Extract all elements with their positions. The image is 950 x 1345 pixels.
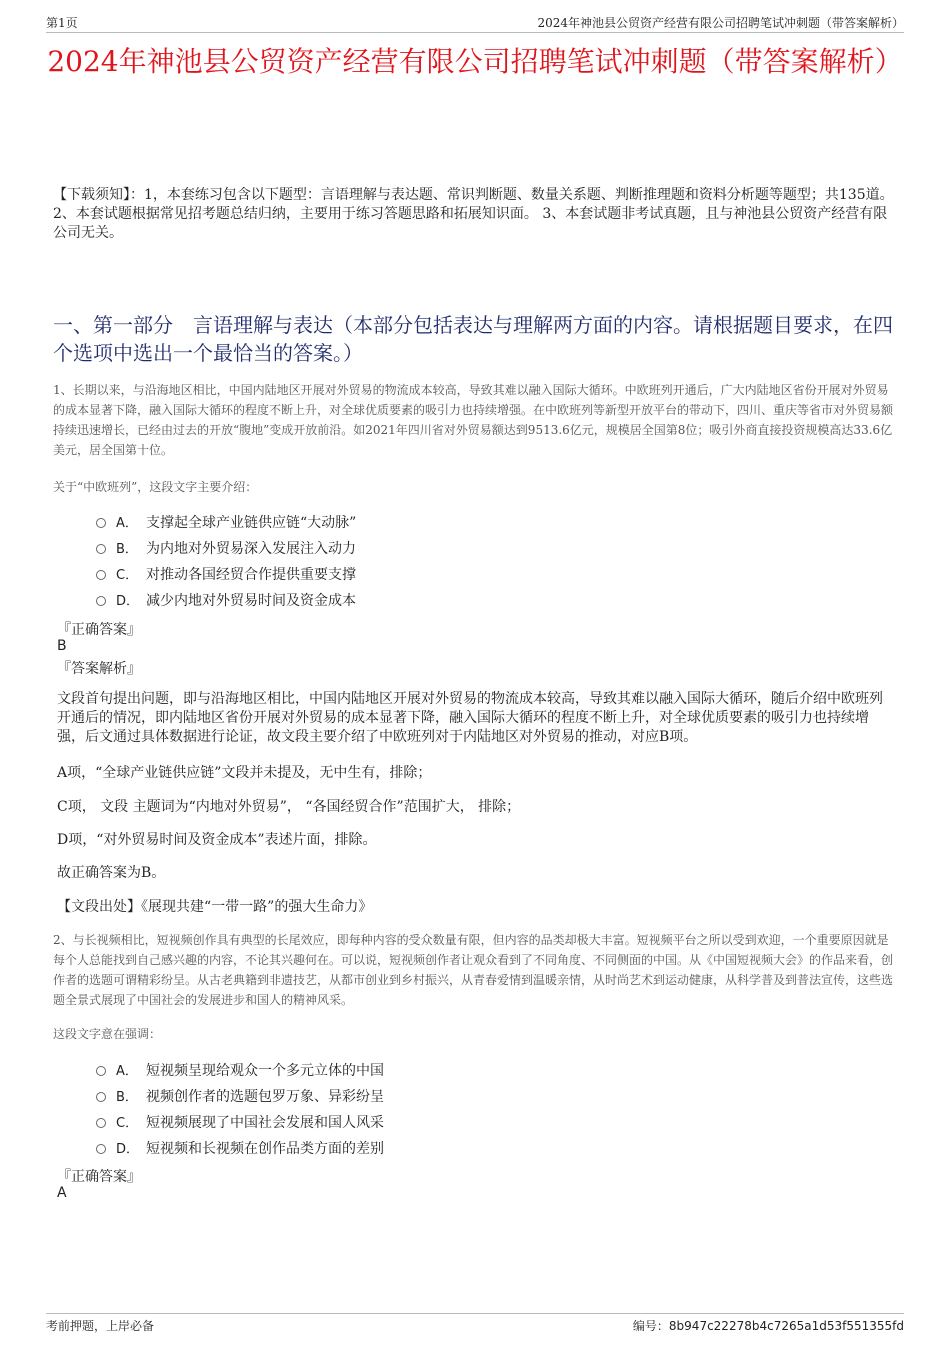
option-letter: A． [116,516,138,531]
q2-option-a[interactable] [96,1060,384,1080]
option-letter: D． [116,1142,140,1157]
option-letter: C． [116,568,139,583]
page-header [46,14,904,33]
option-text: 短视频展现了中国社会发展和国人风采 [146,1115,384,1131]
question-1-text: 1、长期以来，与沿海地区相比，中国内陆地区开展对外贸易的物流成本较高，导致其难以融入国际大循环。中欧班列开通后，广大内陆地区省份开展对外贸易的成本显著下降，融入国际大循环的程度不断上升，对全球优质要素的吸引力也持续增强。在中欧班列等新型开放平台的带动下，四川、重庆等省市对外贸易额持续迅速增长，已经由过去的开放“腹地”变成开放前沿。如2021年四川省对外贸易额达到9513.6亿元，规模居全国第8位；吸引外商直接投资规模高达33.6亿美元，居全国第十位。 [53,383,894,457]
radio-icon[interactable] [96,1066,106,1076]
option-letter: D． [116,594,140,609]
page-footer [46,1313,904,1332]
radio-icon[interactable] [96,1144,106,1154]
radio-icon[interactable] [96,596,106,606]
q1-analysis-d: D项，“对外贸易时间及资金成本”表述片面，排除。 [57,832,377,848]
option-text: 支撑起全球产业链供应链“大动脉” [146,515,357,531]
footer-code-label: 编号： [632,1319,669,1333]
question-2-prompt: 这段文字意在强调： [53,1027,162,1041]
option-letter: B． [116,1090,138,1105]
q1-analysis-a: A项，“全球产业链供应链”文段并未提及，无中生有，排除； [57,765,432,781]
radio-icon[interactable] [96,544,106,554]
page-number: 第1页 [46,16,78,30]
q1-analysis-c: C项， 文段 主题词为“内地对外贸易”， “各国经贸合作”范围扩大， 排除； [57,799,521,815]
footer-slogan: 考前押题，上岸必备 [46,1319,155,1333]
q2-option-c[interactable] [96,1112,384,1132]
section-heading: 一、第一部分 言语理解与表达（本部分包括表达与理解两方面的内容。请根据题目要求，在四个选项中选出一个最恰当的答案。） [53,313,893,365]
question-1-prompt: 关于“中欧班列”，这段文字主要介绍： [53,480,258,494]
q2-option-b[interactable] [96,1086,384,1106]
q2-answer-label: 『正确答案』 [57,1169,141,1185]
option-text: 对推动各国经贸合作提供重要支撑 [146,567,356,583]
q1-analysis: 文段首句提出问题，即与沿海地区相比，中国内陆地区开展对外贸易的物流成本较高，导致其难以融入国际大循环，随后介绍中欧班列开通后的情况，即内陆地区省份开展对外贸易的成本显著下降，融入国际大循环的程度不断上升，对全球优质要素的吸引力也持续增强，后文通过具体数据进行论证，故文段主要介绍了中欧班列对于内陆地区对外贸易的推动，对应B项。 [57,691,883,745]
q1-conclusion: 故正确答案为B。 [57,865,166,881]
download-notice: 【下载须知】：1，本套练习包含以下题型：言语理解与表达题、常识判断题、数量关系题、判断推理题和资料分析题等题型；共135道。 2、本套试题根据常见招考题总结归纳，主要用于练习答题思路和拓展知识面。 3、本套试题非考试真题，且与神池县公贸资产经营有限公司无关。 [53,187,894,241]
question-2-text: 2、与长视频相比，短视频创作具有典型的长尾效应，即每种内容的受众数量有限，但内容的品类却极大丰富。短视频平台之所以受到欢迎，一个重要原因就是每个人总能找到自己感兴趣的内容，不论其兴趣何在。可以说，短视频创作者让观众看到了不同角度、不同侧面的中国。从《中国短视频大会》的作品来看，创作者的选题可谓精彩纷呈。从古老典籍到非遗技艺，从都市创业到乡村振兴，从青春爱情到温暖亲情，从时尚艺术到运动健康，从科学普及到普法宣传，这些选题全景式展现了中国社会的发展进步和国人的精神风采。 [53,933,894,1007]
radio-icon[interactable] [96,570,106,580]
q2-option-d[interactable] [96,1138,384,1158]
q1-source: 【文段出处】《展现共建“一带一路”的强大生命力》 [57,899,373,915]
q1-option-b[interactable] [96,538,356,558]
option-text: 减少内地对外贸易时间及资金成本 [146,593,356,609]
q1-answer: B [57,638,67,654]
radio-icon[interactable] [96,1092,106,1102]
option-text: 视频创作者的选题包罗万象、异彩纷呈 [146,1089,384,1105]
q1-option-d[interactable] [96,590,356,610]
option-text: 短视频呈现给观众一个多元立体的中国 [146,1063,384,1079]
option-text: 为内地对外贸易深入发展注入动力 [146,541,356,557]
radio-icon[interactable] [96,518,106,528]
q1-analysis-label: 『答案解析』 [57,661,141,677]
option-letter: A． [116,1064,138,1079]
option-text: 短视频和长视频在创作品类方面的差别 [146,1141,384,1157]
q1-option-c[interactable] [96,564,356,584]
q1-answer-label: 『正确答案』 [57,622,141,638]
footer-code-block [633,1317,904,1334]
q1-option-a[interactable] [96,512,356,532]
header-doc-title: 2024年神池县公贸资产经营有限公司招聘笔试冲刺题（带答案解析） [537,16,904,30]
footer-code: 8b947c22278b4c7265a1d53f551355fd [668,1319,904,1333]
option-letter: C． [116,1116,139,1131]
document-title: 2024年神池县公贸资产经营有限公司招聘笔试冲刺题（带答案解析） [47,45,903,78]
option-letter: B． [116,542,138,557]
radio-icon[interactable] [96,1118,106,1128]
q2-answer: A [57,1185,67,1201]
